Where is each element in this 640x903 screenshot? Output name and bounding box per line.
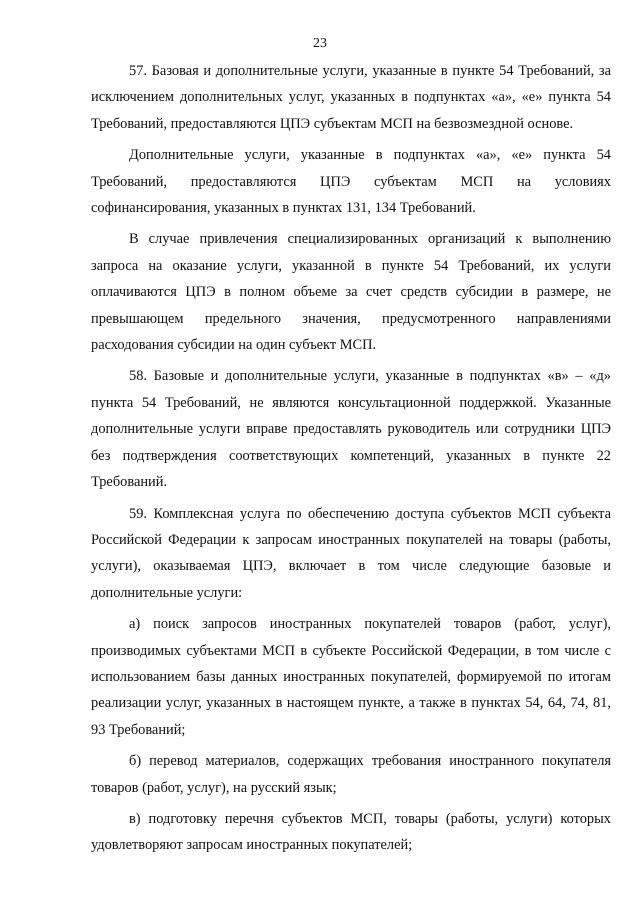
list-item-a: а) поиск запросов иностранных покупателей товаров (работ, услуг), производимых субъектами МСП в субъекте Российской Федерации, в том числе с использованием базы данных иностранных покупателей, формируемой по итогам реализации услуг, указанных в настоящем пункте, а также в пунктах 54, 64, 74, 81, 93 Требований; [91, 616, 611, 738]
paragraph-58: 58. Базовые и дополнительные услуги, указанные в подпунктах «в» – «д» пункта 54 Требований, не являются консультационной поддержкой. Указанные дополнительные услуги вправе предоставлять руководитель или сотрудники ЦПЭ без подтверждения соответствующих компетенций, указанных в пункте 22 Требований. [91, 368, 611, 491]
paragraph-additional-services: Дополнительные услуги, указанные в подпунктах «а», «е» пункта 54 Требований, предоставляются ЦПЭ субъектам МСП на условиях софинансирования, указанных в пунктах 131, 134 Требований. [91, 147, 611, 217]
list-item-v: в) подготовку перечня субъектов МСП, товары (работы, услуги) которых удовлетворяют запросам иностранных покупателей; [91, 810, 611, 854]
list-item-b: б) перевод материалов, содержащих требования иностранного покупателя товаров (работ, услуг), на русский язык; [91, 753, 611, 796]
page-number: 23 [313, 36, 327, 51]
document-body [91, 58, 611, 859]
paragraph-specialized-organizations: В случае привлечения специализированных организаций к выполнению запроса на оказание услуги, указанной в пункте 54 Требований, их услуги оплачиваются ЦПЭ в полном объеме за счет средств субсидии в размере, не превышающем предельного значения, предусмотренного направлениями расходования субсидии на один субъект МСП. [91, 231, 611, 354]
paragraph-59: 59. Комплексная услуга по обеспечению доступа субъектов МСП субъекта Российской Федерации к запросам иностранных покупателей на товары (работы, услуги), оказываемая ЦПЭ, включает в том числе следующие базовые и дополнительные услуги: [91, 505, 611, 601]
paragraph-57: 57. Базовая и дополнительные услуги, указанные в пункте 54 Требований, за исключением дополнительных услуг, указанных в подпунктах «а», «е» пункта 54 Требований, предоставляются ЦПЭ субъектам МСП на безвозмездной основе. [91, 63, 611, 132]
